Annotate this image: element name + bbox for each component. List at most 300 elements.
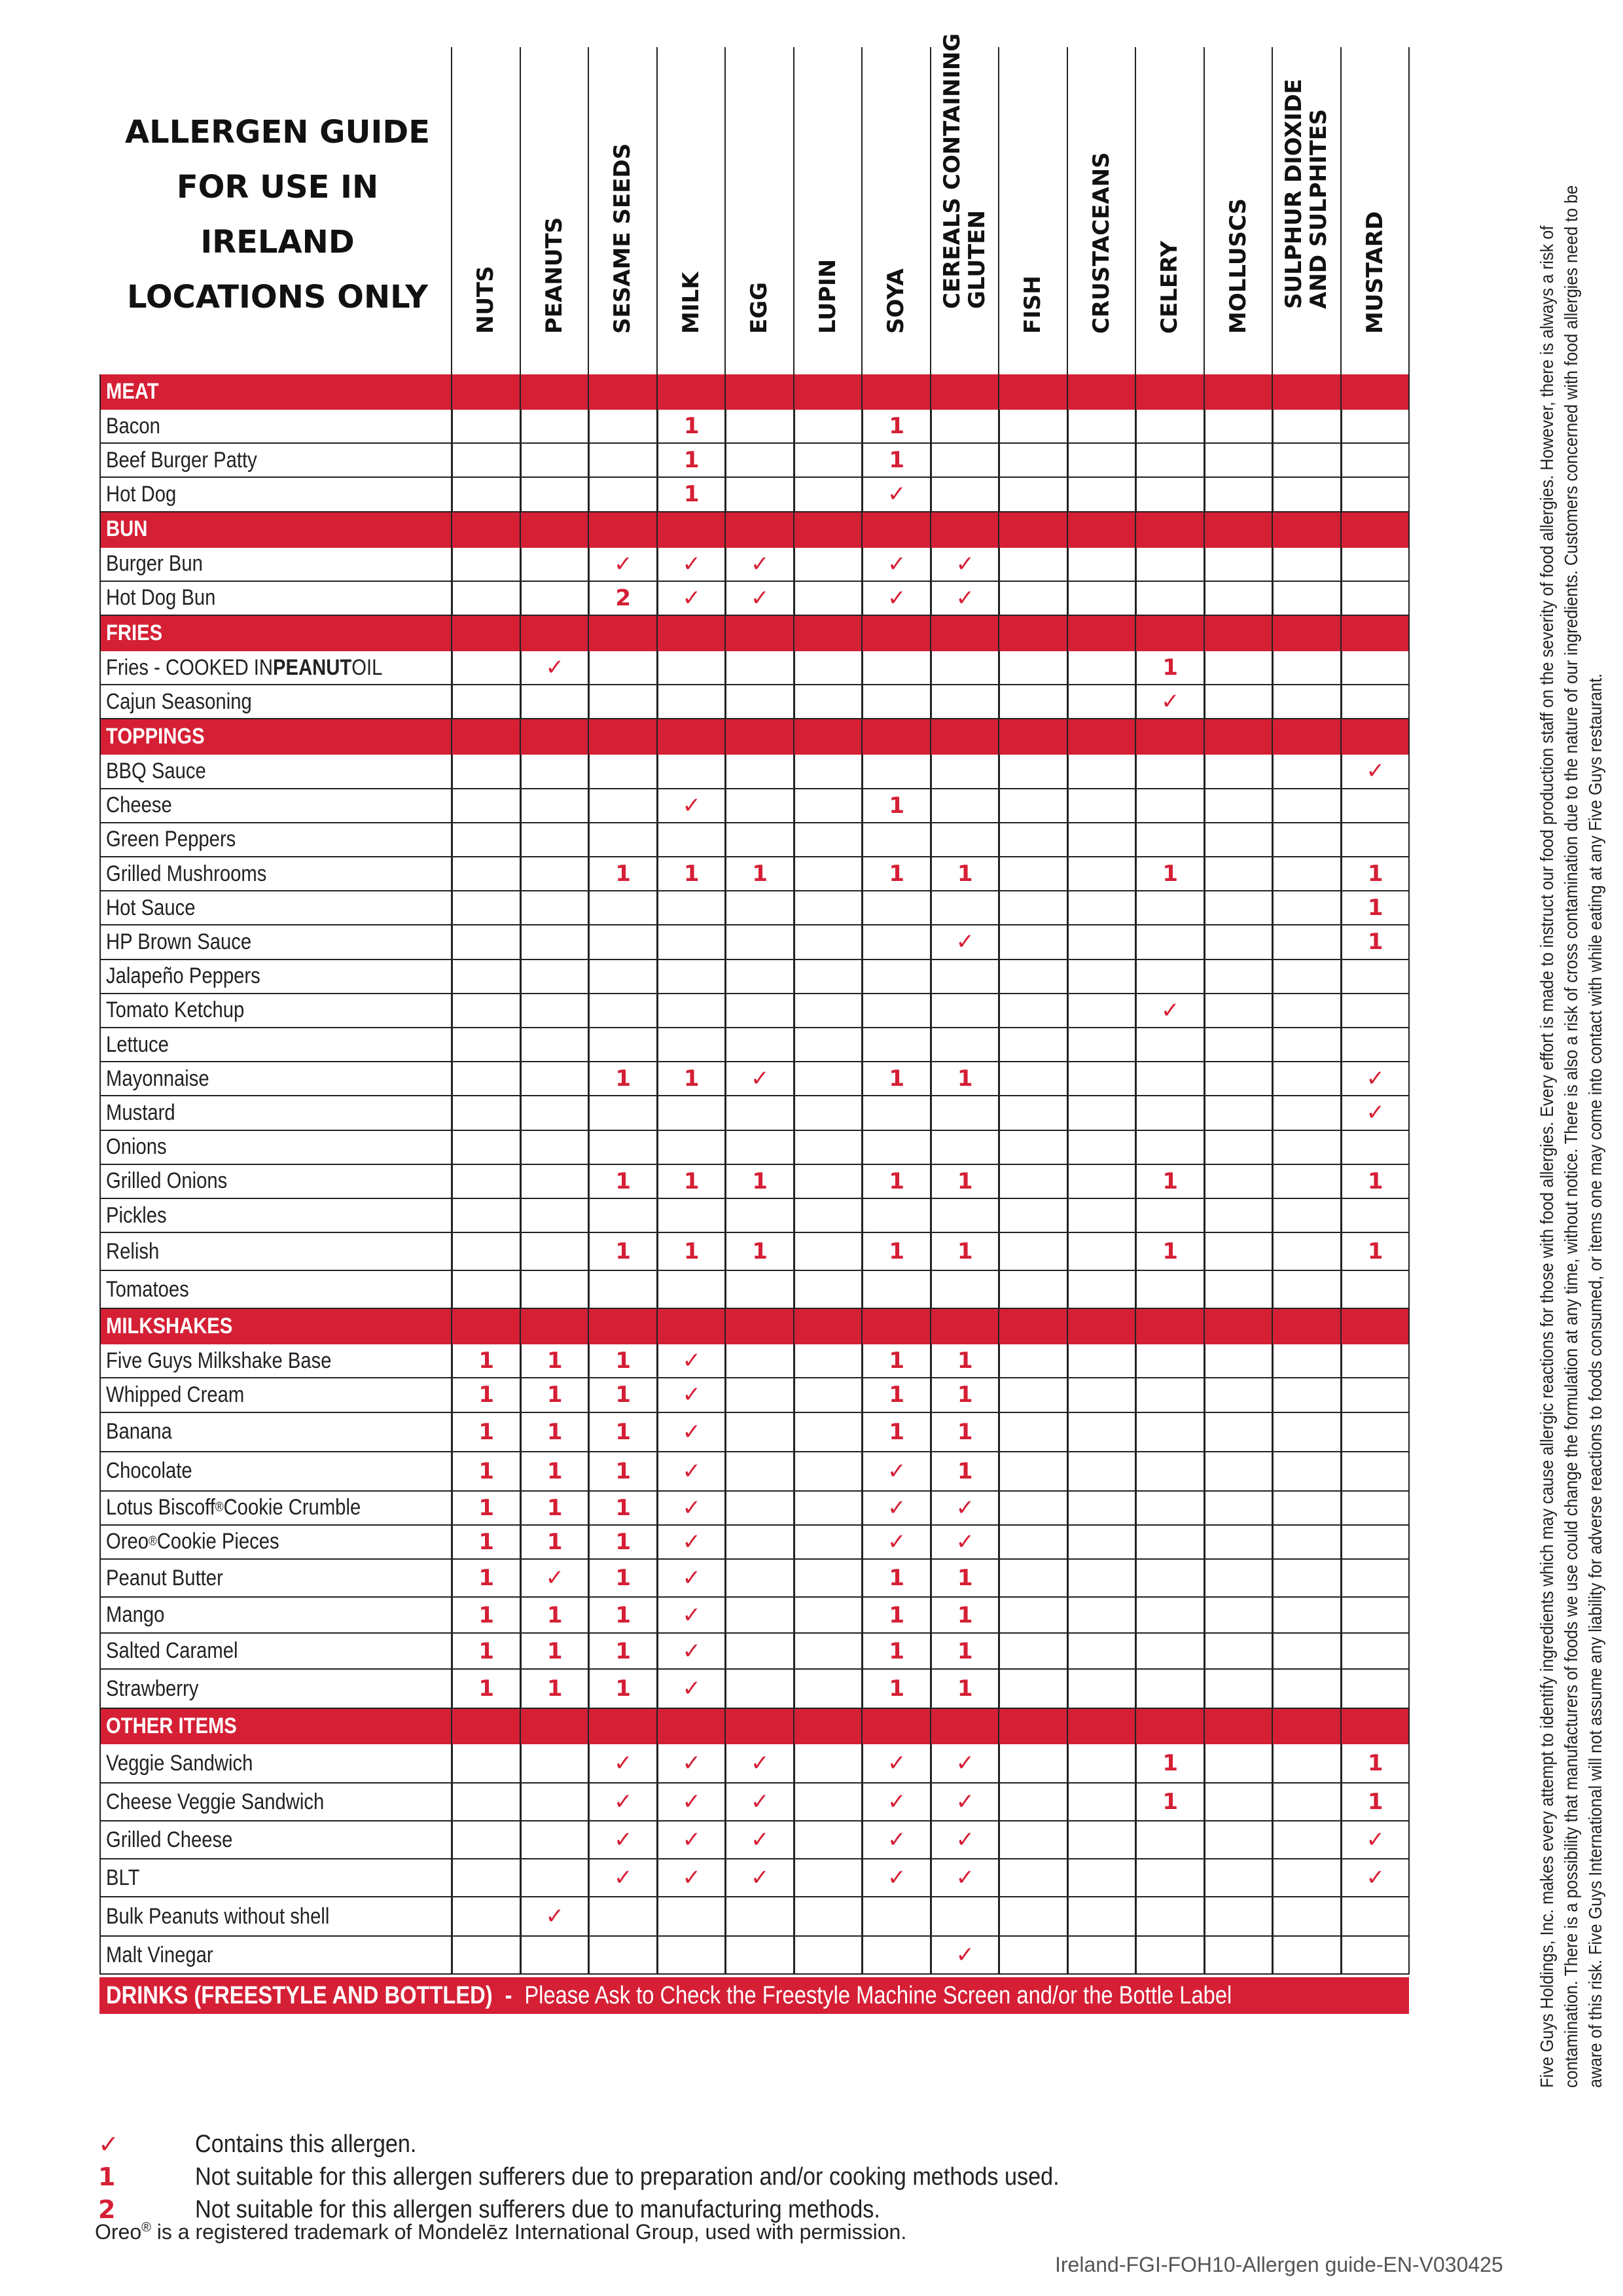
allergen-cell — [999, 1165, 1067, 1198]
contains-check-icon: ✓ — [955, 584, 974, 611]
menu-item-row — [99, 548, 1409, 582]
allergen-cell — [1135, 1784, 1204, 1820]
allergen-cell — [1067, 1233, 1136, 1270]
menu-item-name — [106, 1378, 244, 1411]
menu-item-row — [99, 1028, 1409, 1062]
allergen-cell — [520, 789, 589, 822]
allergen-cell — [520, 1526, 589, 1558]
title-line: ALLERGEN GUIDE — [124, 114, 430, 151]
menu-item-row — [99, 755, 1409, 789]
allergen-cell — [588, 891, 657, 924]
restriction-code: 1 — [889, 1676, 905, 1702]
allergen-cell — [520, 1233, 589, 1270]
restriction-code: 1 — [683, 1238, 700, 1265]
allergen-cell — [520, 1598, 589, 1632]
allergen-cell — [1204, 582, 1273, 615]
menu-item-name — [106, 1634, 238, 1668]
allergen-cell — [588, 444, 657, 476]
allergen-cell — [1067, 1344, 1136, 1377]
allergen-cell — [999, 582, 1067, 615]
allergen-cell — [999, 685, 1067, 718]
menu-item-name — [106, 1096, 175, 1129]
allergen-cell — [725, 1233, 794, 1270]
menu-item-row — [99, 1131, 1409, 1165]
allergen-cell — [1135, 755, 1204, 787]
allergen-cell — [1067, 582, 1136, 615]
allergen-cell — [588, 1821, 657, 1858]
allergen-header-label — [610, 143, 635, 334]
allergen-cell — [520, 1413, 589, 1451]
allergen-cell — [794, 1165, 863, 1198]
allergen-cell — [862, 1859, 931, 1896]
category-label: FRIES — [106, 620, 163, 645]
allergen-cell — [931, 1634, 999, 1668]
contains-check-icon: ✓ — [955, 1827, 974, 1853]
allergen-cell — [1204, 857, 1273, 890]
allergen-cell — [1067, 1744, 1136, 1782]
allergen-header-label — [815, 259, 840, 334]
allergen-cell — [794, 925, 863, 958]
category-row — [99, 512, 1409, 548]
allergen-cell — [588, 960, 657, 993]
restriction-code: 1 — [478, 1494, 495, 1521]
restriction-code: 1 — [889, 792, 905, 819]
allergen-cell — [1341, 410, 1410, 442]
allergen-cell — [931, 1413, 999, 1451]
allergen-cell — [520, 444, 589, 476]
allergen-cell — [1067, 1062, 1136, 1095]
restriction-code: 1 — [957, 861, 973, 888]
category-row — [99, 719, 1409, 755]
allergen-cell — [588, 1096, 657, 1129]
allergen-cell — [931, 548, 999, 581]
allergen-header-line: GLUTEN — [963, 210, 990, 309]
allergen-cell — [794, 789, 863, 822]
grid-line — [1204, 47, 1205, 1975]
restriction-code: 1 — [889, 1638, 905, 1664]
allergen-header-line: CEREALS CONTAINING — [938, 33, 965, 309]
menu-item-row — [99, 651, 1409, 685]
legend-symbol: 2 — [98, 2195, 116, 2224]
allergen-cell — [1204, 478, 1273, 511]
contains-check-icon: ✓ — [545, 655, 564, 681]
contains-check-icon: ✓ — [1366, 1827, 1385, 1853]
grid-line — [520, 47, 521, 1975]
allergen-cell — [1067, 1897, 1136, 1935]
allergen-cell — [931, 1271, 999, 1308]
restriction-code: 1 — [546, 1494, 563, 1521]
disclaimer-line: Five Guys Holdings, Inc. makes every attempt to identify ingredients which may cause allergic reactions for those with food allergies. Every effort is made to instruct our food production staff on the severity of food allergies. However, there is always a risk of — [1537, 225, 1557, 2088]
allergen-cell — [862, 755, 931, 787]
allergen-cell — [588, 410, 657, 442]
menu-item-name — [106, 755, 206, 787]
allergen-cell — [1272, 1492, 1341, 1524]
allergen-cell — [862, 1413, 931, 1451]
allergen-cell — [999, 960, 1067, 993]
allergen-cell — [1067, 789, 1136, 822]
allergen-cell — [862, 823, 931, 856]
contains-check-icon: ✓ — [887, 1494, 906, 1521]
allergen-cell — [1341, 1344, 1410, 1377]
legend-symbol: 1 — [98, 2162, 116, 2191]
contains-check-icon: ✓ — [955, 1528, 974, 1555]
restriction-code: 1 — [615, 1494, 632, 1521]
allergen-header-label — [473, 266, 498, 334]
allergen-cell — [1204, 1821, 1273, 1858]
allergen-cell — [1067, 1096, 1136, 1129]
allergen-cell — [588, 1344, 657, 1377]
allergen-cell — [520, 1271, 589, 1308]
allergen-cell — [1204, 823, 1273, 856]
restriction-code: 1 — [1162, 1168, 1179, 1194]
title-line: FOR USE IN — [176, 169, 379, 206]
allergen-cell — [657, 823, 726, 856]
allergen-cell — [588, 1165, 657, 1198]
allergen-cell — [931, 1937, 999, 1973]
allergen-cell — [862, 857, 931, 890]
allergen-cell — [794, 410, 863, 442]
restriction-code: 1 — [615, 1458, 632, 1484]
allergen-cell — [588, 1131, 657, 1164]
allergen-cell — [725, 1199, 794, 1232]
contains-check-icon: ✓ — [682, 1382, 701, 1408]
allergen-cell — [931, 1199, 999, 1232]
allergen-cell — [794, 1271, 863, 1308]
allergen-cell — [1341, 1744, 1410, 1782]
contains-check-icon: ✓ — [955, 1750, 974, 1776]
allergen-cell — [999, 1744, 1067, 1782]
drinks-separator: - — [505, 1981, 512, 2009]
contains-check-icon: ✓ — [682, 584, 701, 611]
allergen-cell — [931, 1378, 999, 1411]
contains-check-icon: ✓ — [682, 1494, 701, 1521]
allergen-header-label — [1363, 211, 1387, 334]
contains-check-icon: ✓ — [682, 1528, 701, 1555]
allergen-header — [725, 47, 794, 368]
contains-check-icon: ✓ — [751, 550, 770, 577]
menu-item-row — [99, 960, 1409, 994]
menu-item-name — [106, 1598, 164, 1632]
allergen-cell — [520, 1028, 589, 1061]
category-label: MEAT — [106, 378, 159, 404]
menu-item-name-text: Bulk Peanuts without shell — [106, 1903, 330, 1929]
allergen-cell — [588, 548, 657, 581]
allergen-cell — [931, 1096, 999, 1129]
allergen-cell — [452, 1634, 520, 1668]
allergen-cell — [520, 1897, 589, 1935]
contains-check-icon: ✓ — [614, 550, 633, 577]
contains-check-icon: ✓ — [682, 1602, 701, 1628]
menu-item-row — [99, 1165, 1409, 1199]
allergen-header-line: LUPIN — [814, 259, 841, 334]
allergen-cell — [794, 1859, 863, 1896]
allergen-cell — [862, 1344, 931, 1377]
menu-item-row — [99, 1413, 1409, 1452]
allergen-cell — [520, 1560, 589, 1596]
contains-check-icon: ✓ — [887, 1528, 906, 1555]
restriction-code: 1 — [615, 1565, 632, 1591]
allergen-cell — [1067, 925, 1136, 958]
allergen-header-label — [940, 33, 990, 309]
allergen-cell — [931, 1165, 999, 1198]
allergen-cell — [520, 1937, 589, 1973]
menu-item-name-text: Grilled Mushrooms — [106, 861, 267, 886]
contains-check-icon: ✓ — [751, 1789, 770, 1815]
allergen-cell — [931, 925, 999, 958]
allergen-cell — [999, 755, 1067, 787]
contains-check-icon: ✓ — [887, 1827, 906, 1853]
allergen-header-label — [679, 272, 704, 334]
grid-line — [1272, 47, 1273, 1975]
allergen-cell — [1067, 410, 1136, 442]
allergen-cell — [1272, 1452, 1341, 1490]
allergen-cell — [588, 1526, 657, 1558]
allergen-cell — [999, 1378, 1067, 1411]
allergen-cell — [725, 1165, 794, 1198]
restriction-code: 1 — [1367, 1168, 1383, 1194]
category-row — [99, 616, 1409, 651]
allergen-cell — [520, 1199, 589, 1232]
allergen-cell — [1204, 1062, 1273, 1095]
menu-item-name — [106, 1897, 329, 1935]
allergen-cell — [931, 857, 999, 890]
allergen-cell — [1341, 1378, 1410, 1411]
allergen-cell — [931, 1897, 999, 1935]
menu-item-name-text: Burger Bun — [106, 551, 203, 577]
trademark-text: is a registered trademark of Mondelēz International Group, used with permission. — [151, 2220, 907, 2244]
allergen-cell — [657, 994, 726, 1027]
allergen-cell — [1272, 823, 1341, 856]
allergen-cell — [1272, 1062, 1341, 1095]
allergen-cell — [1341, 1028, 1410, 1061]
allergen-cell — [862, 548, 931, 581]
allergen-cell — [725, 1378, 794, 1411]
allergen-cell — [725, 478, 794, 511]
allergen-cell — [862, 1062, 931, 1095]
contains-check-icon: ✓ — [955, 550, 974, 577]
allergen-cell — [794, 823, 863, 856]
restriction-code: 1 — [478, 1602, 495, 1628]
allergen-cell — [452, 1492, 520, 1524]
allergen-cell — [1341, 1131, 1410, 1164]
allergen-cell — [1135, 1344, 1204, 1377]
restriction-code: 1 — [1367, 1238, 1383, 1265]
allergen-cell — [520, 1131, 589, 1164]
contains-check-icon: ✓ — [1366, 1066, 1385, 1092]
menu-item-row — [99, 1634, 1409, 1670]
allergen-cell — [1204, 685, 1273, 718]
allergen-cell — [1204, 1937, 1273, 1973]
allergen-cell — [1135, 1526, 1204, 1558]
allergen-cell — [1067, 685, 1136, 718]
allergen-cell — [588, 1670, 657, 1708]
contains-check-icon: ✓ — [1161, 997, 1180, 1024]
allergen-cell — [1204, 1096, 1273, 1129]
allergen-cell — [999, 1233, 1067, 1270]
allergen-cell — [725, 1744, 794, 1782]
menu-item-name — [106, 1413, 172, 1451]
allergen-cell — [999, 1344, 1067, 1377]
allergen-cell — [452, 994, 520, 1027]
allergen-cell — [588, 1378, 657, 1411]
allergen-cell — [999, 1670, 1067, 1708]
menu-item-name — [106, 1821, 232, 1858]
allergen-cell — [657, 1344, 726, 1377]
allergen-cell — [725, 891, 794, 924]
menu-item-name-text: HP Brown Sauce — [106, 929, 252, 954]
allergen-cell — [452, 1413, 520, 1451]
restriction-code: 1 — [957, 1565, 973, 1591]
menu-item-row — [99, 1784, 1409, 1821]
restriction-code: 1 — [683, 1066, 700, 1092]
allergen-cell — [1204, 1028, 1273, 1061]
allergen-cell — [1135, 1131, 1204, 1164]
menu-item-row — [99, 1744, 1409, 1784]
allergen-cell — [931, 1492, 999, 1524]
allergen-cell — [452, 1378, 520, 1411]
restriction-code: 1 — [957, 1458, 973, 1484]
allergen-header — [794, 47, 863, 368]
allergen-cell — [725, 1526, 794, 1558]
allergen-header — [1341, 47, 1410, 368]
allergen-cell — [1204, 1897, 1273, 1935]
allergen-cell — [657, 1670, 726, 1708]
allergen-cell — [452, 1784, 520, 1820]
category-label: BUN — [106, 516, 148, 542]
allergen-cell — [931, 1344, 999, 1377]
allergen-cell — [1272, 755, 1341, 787]
allergen-cell — [1135, 1452, 1204, 1490]
allergen-cell — [1341, 1492, 1410, 1524]
allergen-cell — [1341, 1859, 1410, 1896]
allergen-cell — [725, 1413, 794, 1451]
menu-item-name-text: Chocolate — [106, 1458, 192, 1484]
allergen-cell — [999, 1897, 1067, 1935]
allergen-cell — [931, 1821, 999, 1858]
allergen-cell — [999, 1784, 1067, 1820]
menu-item-row — [99, 1897, 1409, 1937]
allergen-cell — [725, 548, 794, 581]
allergen-cell — [452, 1560, 520, 1596]
restriction-code: 1 — [546, 1348, 563, 1374]
allergen-cell — [520, 1859, 589, 1896]
allergen-cell — [999, 1096, 1067, 1129]
restriction-code: 1 — [546, 1458, 563, 1484]
legend-row — [98, 2127, 441, 2161]
allergen-cell — [520, 685, 589, 718]
allergen-cell — [657, 1233, 726, 1270]
title-line: IRELAND — [200, 224, 355, 260]
restriction-code: 1 — [546, 1418, 563, 1445]
allergen-header-line: SULPHUR DIOXIDE — [1281, 79, 1308, 309]
menu-item-name — [106, 857, 266, 890]
allergen-cell — [1135, 1821, 1204, 1858]
allergen-cell — [452, 925, 520, 958]
menu-item-row — [99, 1452, 1409, 1492]
allergen-cell — [725, 444, 794, 476]
menu-item-name-text: Oreo — [106, 1529, 149, 1554]
allergen-cell — [862, 1744, 931, 1782]
allergen-cell — [725, 1062, 794, 1095]
contains-check-icon: ✓ — [682, 1458, 701, 1484]
allergen-cell — [1135, 1028, 1204, 1061]
restriction-code: 1 — [889, 413, 905, 440]
allergen-cell — [452, 891, 520, 924]
restriction-code: 1 — [478, 1676, 495, 1702]
allergen-cell — [999, 1413, 1067, 1451]
allergen-cell — [999, 1452, 1067, 1490]
restriction-code: 1 — [546, 1676, 563, 1702]
allergen-cell — [931, 891, 999, 924]
restriction-code: 1 — [752, 1238, 768, 1265]
allergen-cell — [1341, 1670, 1410, 1708]
allergen-cell — [931, 1131, 999, 1164]
allergen-cell — [862, 1784, 931, 1820]
allergen-cell — [1272, 1821, 1341, 1858]
allergen-cell — [1341, 1062, 1410, 1095]
allergen-cell — [657, 1271, 726, 1308]
allergen-header-line: FISH — [1020, 276, 1046, 334]
allergen-cell — [999, 1062, 1067, 1095]
contains-check-icon: ✓ — [682, 1565, 701, 1591]
menu-item-row — [99, 994, 1409, 1028]
allergen-cell — [999, 1271, 1067, 1308]
contains-check-icon: ✓ — [751, 1750, 770, 1776]
allergen-cell — [1204, 1526, 1273, 1558]
drinks-bar — [99, 1977, 1409, 2014]
allergen-cell — [931, 685, 999, 718]
restriction-code: 1 — [615, 861, 632, 888]
allergen-cell — [862, 1233, 931, 1270]
menu-item-name-text: Malt Vinegar — [106, 1942, 213, 1967]
allergen-header — [520, 47, 589, 368]
allergen-cell — [931, 994, 999, 1027]
restriction-code: 1 — [957, 1168, 973, 1194]
menu-item-row — [99, 891, 1409, 925]
allergen-cell — [657, 1492, 726, 1524]
allergen-cell — [862, 410, 931, 442]
allergen-cell — [1204, 1784, 1273, 1820]
allergen-cell — [999, 1028, 1067, 1061]
restriction-code: 1 — [615, 1348, 632, 1374]
allergen-header — [999, 47, 1067, 368]
allergen-header-line: EGG — [746, 281, 773, 334]
allergen-cell — [999, 1598, 1067, 1632]
allergen-cell — [452, 789, 520, 822]
allergen-cell — [1204, 1199, 1273, 1232]
allergen-cell — [999, 410, 1067, 442]
allergen-cell — [1341, 1897, 1410, 1935]
allergen-cell — [862, 1670, 931, 1708]
allergen-header-label — [883, 268, 908, 334]
allergen-cell — [1341, 960, 1410, 993]
allergen-cell — [1341, 789, 1410, 822]
allergen-cell — [862, 1131, 931, 1164]
allergen-cell — [657, 1560, 726, 1596]
menu-item-name — [106, 891, 196, 924]
allergen-cell — [1135, 478, 1204, 511]
allergen-cell — [1272, 1897, 1341, 1935]
allergen-cell — [1135, 1560, 1204, 1596]
allergen-cell — [1204, 1165, 1273, 1198]
registered-mark: ® — [149, 1534, 157, 1549]
allergen-cell — [452, 1859, 520, 1896]
registered-mark: ® — [215, 1500, 224, 1515]
restriction-code: 1 — [752, 1168, 768, 1194]
restriction-code: 1 — [615, 1418, 632, 1445]
allergen-cell — [588, 1199, 657, 1232]
allergen-cell — [588, 755, 657, 787]
